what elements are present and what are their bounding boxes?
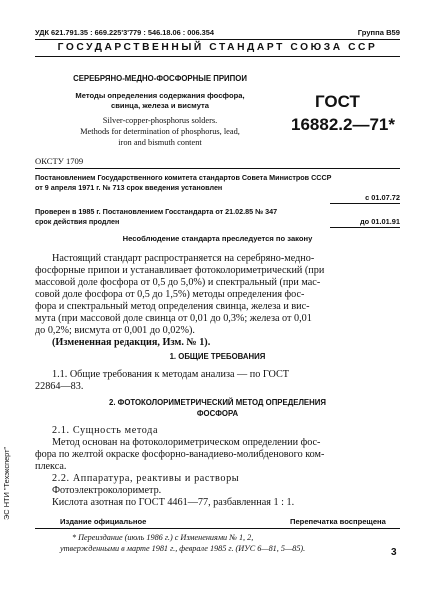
english-title-line-2: Methods for determination of phosphorus, lead, [80,127,240,136]
intro-line-2: фосфорные припои и устанавливает фотоколориметрический (при [35,265,325,276]
page-number: 3 [391,547,397,558]
gost-number: 16882.2—71* [291,115,395,134]
clause-2-2-line-1: Фотоэлектроколориметр. [52,485,162,496]
footer-rule [35,528,400,529]
side-stamp: ЭС НТИ "Техэксперт" [2,446,11,520]
subtitle-line-2: свинца, железа и висмута [111,101,209,110]
udk-code: УДК 621.791.35 : 669.225'3'779 : 546.18.06 : 006.354 [35,28,215,37]
standard-banner: ГОСУДАРСТВЕННЫЙ СТАНДАРТ СОЮЗА ССР [57,42,378,53]
english-title-line-3: iron and bismuth content [118,138,202,147]
clause-2-1-heading: 2.1. Сущность метода [52,425,159,436]
clause-2-1-line-1: Метод основан на фотоколориметрическом определении фос- [52,437,321,448]
header-rule-bottom [35,56,400,57]
clause-1-1-line-2: 22864—83. [35,381,84,392]
okstu-code: ОКСТУ 1709 [35,156,84,166]
divider-after-okstu [35,168,400,169]
clause-2-1-line-3: плекса. [35,461,67,472]
decree-line-1: Постановлением Государственного комитета стандартов Совета Министров СССР [35,173,332,182]
introduction-date: с 01.07.72 [365,193,400,202]
reissue-note-line-2: утвержденными в марте 1981 г., феврале 1985 г. (ИУС 6—81, 5—85). [60,544,306,553]
amended-note: (Измененная редакция, Изм. № 1). [52,337,211,348]
legal-warning: Несоблюдение стандарта преследуется по закону [122,234,313,243]
section-1-title: 1. ОБЩИЕ ТРЕБОВАНИЯ [169,352,266,361]
intro-line-1: Настоящий стандарт распространяется на серебряно-медно- [52,253,315,264]
intro-line-7: до 0,2%; висмута от 0,001 до 0,02%). [35,325,195,336]
decree-line-2: от 9 апреля 1971 г. № 713 срок введения установлен [35,183,223,192]
gost-label: ГОСТ [315,92,360,111]
decree-line-3: Проверен в 1985 г. Постановлением Госстандарта от 21.02.85 № 347 [35,207,278,216]
clause-2-2-heading: 2.2. Аппаратура, реактивы и растворы [52,473,240,484]
subtitle-line-1: Методы определения содержания фосфора, [75,91,245,100]
extension-date: до 01.01.91 [359,217,400,226]
section-2-title-line-1: 2. ФОТОКОЛОРИМЕТРИЧЕСКИЙ МЕТОД ОПРЕДЕЛЕНИЯ [109,398,326,407]
intro-line-6: мута (при массовой доле свинца от 0,01 до 0,3%; железа от 0,01 [35,313,312,324]
official-edition-label: Издание официальное [60,517,147,526]
group-code: Группа В59 [357,28,400,37]
date2-underline [330,227,400,228]
decree-line-4: срок действия продлен [35,217,120,226]
intro-line-4: совой доле фосфора от 0,5 до 1,5%) методы определения фос- [35,289,305,300]
clause-2-2-line-2: Кислота азотная по ГОСТ 4461—77, разбавленная 1 : 1. [52,497,295,508]
document-title: СЕРЕБРЯНО-МЕДНО-ФОСФОРНЫЕ ПРИПОИ [73,74,247,83]
english-title-line-1: Silver-copper-phosphorus solders. [102,116,218,125]
intro-line-5: фора и спектральный метод определения свинца, железа и вис- [35,301,310,312]
intro-line-3: массовой доле фосфора от 0,5 до 5,0%) и спектральный (при мас- [35,277,321,288]
section-2-title-line-2: ФОСФОРА [196,409,239,418]
clause-2-1-line-2: фора по желтой окраске фосфорно-ванадиево-молибденового ком- [35,449,325,460]
clause-1-1-line-1: 1.1. Общие требования к методам анализа — по ГОСТ [52,369,289,380]
reprint-prohibited-label: Перепечатка воспрещена [290,517,386,526]
reissue-note-line-1: * Переиздание (июль 1986 г.) с Изменениями № 1, 2, [72,533,254,542]
header-rule-top [35,39,400,40]
date1-underline [330,203,400,204]
